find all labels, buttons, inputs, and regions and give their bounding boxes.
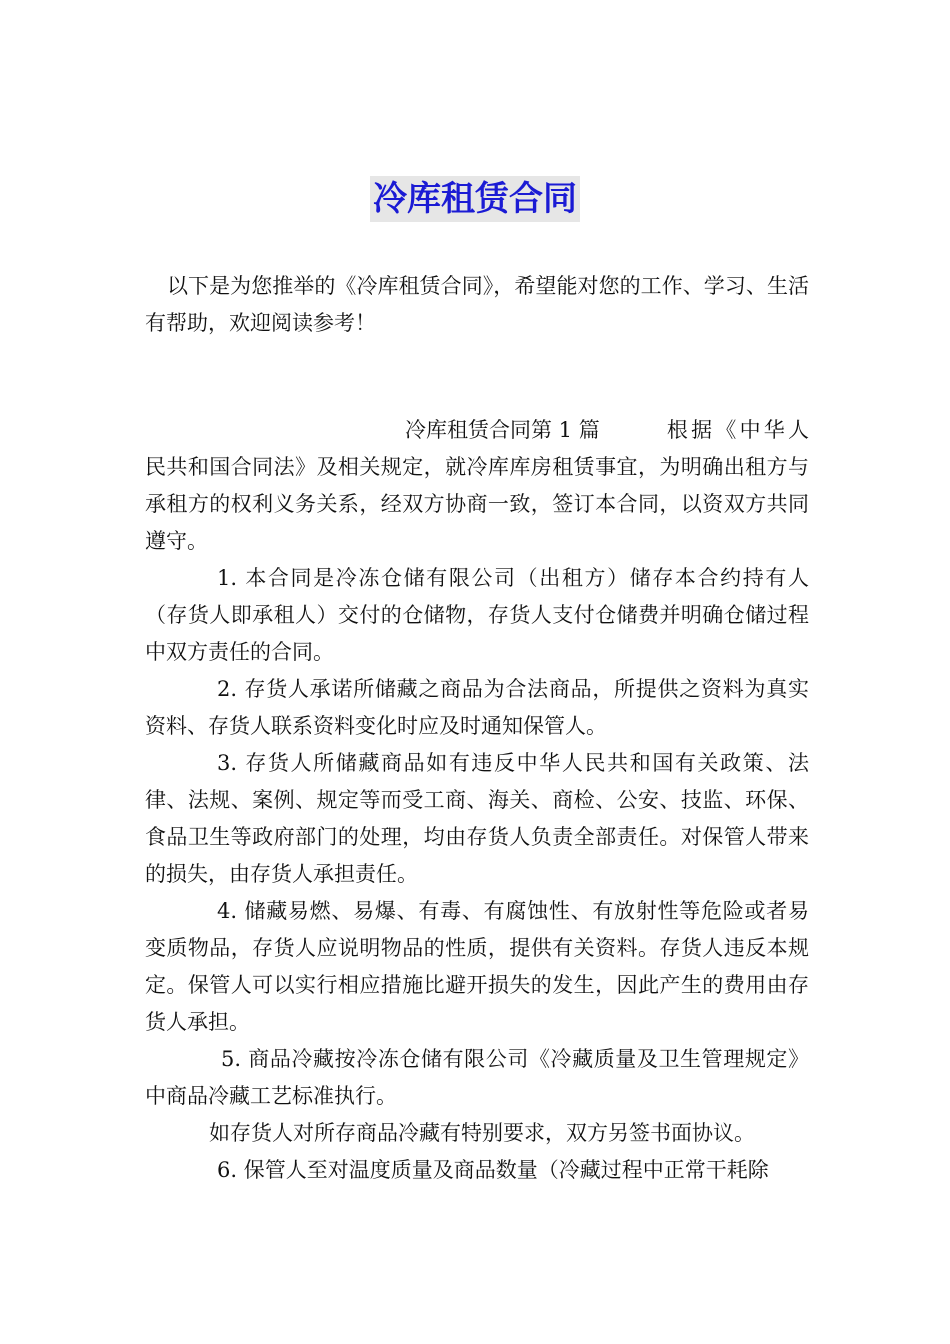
clause-4: 4. 储藏易燃、易爆、有毒、有腐蚀性、有放射性等危险或者易变质物品，存货人应说明物品的性质，提供有关资料。存货人违反本规定。保管人可以实行相应措施比避开损失的发生，因此产生的费用由存货人承担。 [145, 899, 809, 1034]
clause-5-note: 如存货人对所存商品冷藏有特别要求，双方另签书面协议。 [209, 1121, 755, 1145]
intro-paragraph: 以下是为您推举的《冷库租赁合同》，希望能对您的工作、学习、生活有帮助，欢迎阅读参考！ [145, 274, 809, 335]
clause-1: 1. 本合同是冷冻仓储有限公司（出租方）储存本合约持有人（存货人即承租人）交付的仓储物，存货人支付仓储费并明确仓储过程中双方责任的合同。 [145, 566, 809, 664]
article-lead-paragraph [145, 412, 809, 560]
clause-6: 6. 保管人至对温度质量及商品数量（冷藏过程中正常干耗除 [217, 1158, 769, 1182]
clause-2: 2. 存货人承诺所储藏之商品为合法商品，所提供之资料为真实资料、存货人联系资料变化时应及时通知保管人。 [145, 677, 809, 738]
article-heading: 冷库租赁合同第 1 篇 [405, 418, 600, 442]
document-title [0, 176, 950, 222]
article-lead-text: 根据《中华人民共和国合同法》及相关规定，就冷库库房租赁事宜，为明确出租方与承租方的权利义务关系，经双方协商一致，签订本合同，以资双方共同遵守。 [145, 418, 809, 553]
document-title-text: 冷库租赁合同 [370, 176, 580, 222]
clause-5: 5. 商品冷藏按冷冻仓储有限公司《冷藏质量及卫生管理规定》中商品冷藏工艺标准执行。 [145, 1047, 809, 1108]
clause-3: 3. 存货人所储藏商品如有违反中华人民共和国有关政策、法律、法规、案例、规定等而受工商、海关、商检、公安、技监、环保、食品卫生等政府部门的处理，均由存货人负责全部责任。对保管人带来的损失，由存货人承担责任。 [145, 751, 809, 886]
